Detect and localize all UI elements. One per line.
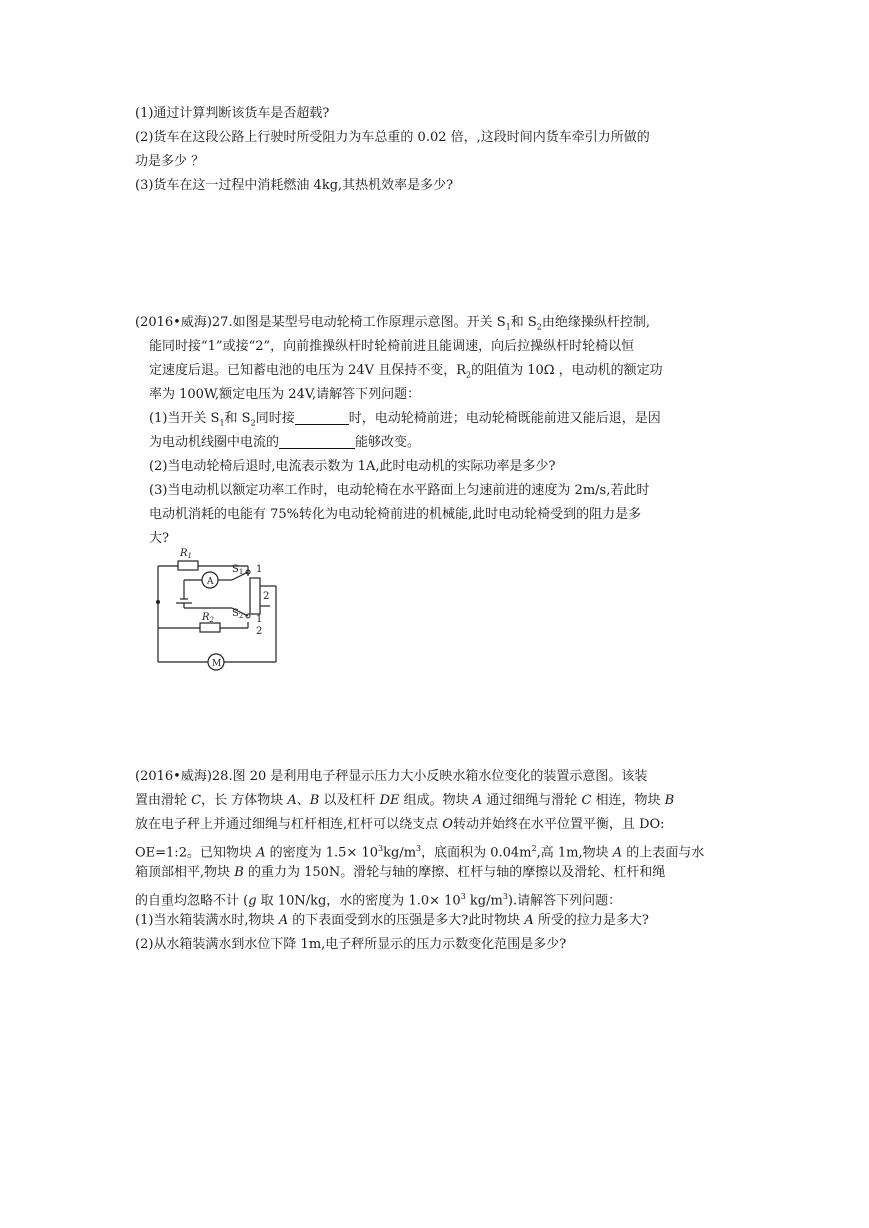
question-line: (3)当电动机以额定功率工作时，电动轮椅在水平路面上匀速前进的速度为 2m/s,若此时 — [149, 483, 650, 498]
question-line: 为电动机线圈中电流的 能够改变。 — [149, 431, 420, 455]
question-line: (1)当开关 $S_1$和 $S_2$同时接 时，电动轮椅前进；电动轮椅既能前进又能后退，是因 — [149, 407, 661, 431]
question-line: OE=1:2。已知物块 A 的密度为 $1.5\times 10^3kg/m^3$，底面积为 $0.04m^2$,高 1m,物块 A 的上表面与水 — [135, 844, 705, 861]
question-line: 置由滑轮 C，长 方体物块 A、B 以及杠杆 DE 组成。物块 A 通过细绳与滑轮 C 相连，物块 B — [135, 793, 675, 808]
label-ammeter: A — [207, 577, 214, 587]
question-line: (1)通过计算判断该货车是否超载? — [135, 106, 330, 121]
label-s1: $S_1$ — [232, 564, 244, 576]
junction-dot — [156, 600, 160, 604]
question-line: (2)从水箱装满水到水位下降 1m,电子秤所显示的压力示数变化范围是多少? — [135, 937, 567, 952]
question-line: 能同时接“1”或接“2”，向前推操纵杆时轮椅前进且能调速，向后拉操纵杆时轮椅以恒 — [149, 339, 635, 354]
label-terminal-2b: 2 — [256, 626, 263, 637]
resistor-r1 — [178, 561, 198, 570]
question-line: 放在电子秤上并通过细绳与杠杆相连,杠杆可以绕支点 O转动并始终在水平位置平衡，且 DO: — [135, 817, 665, 832]
question-line: 电动机消耗的电能有 75%转化为电动轮椅前进的机械能,此时电动轮椅受到的阻力是多 — [149, 507, 642, 522]
label-terminal-1b: 1 — [256, 614, 263, 625]
question-line: (3)货车在这一过程中消耗燃油 4kg,其热机效率是多少? — [135, 178, 454, 193]
question-line: 定速度后退。已知蓄电池的电压为 24V 且保持不变，$R_2$的阻值为 10Ω ，电动机的额定功 — [149, 363, 663, 380]
circuit-diagram — [136, 536, 302, 672]
label-s2: $S_2$ — [232, 608, 244, 620]
label-terminal-2: 2 — [263, 591, 270, 602]
resistor-r2 — [200, 623, 220, 632]
question-line: (2)货车在这段公路上行驶时所受阻力为车总重的 0.02 倍，,这段时间内货车牵引力所做的 — [135, 130, 650, 145]
label-motor: M — [212, 659, 222, 669]
question-line: 功是多少 ？ — [135, 154, 205, 169]
question-28-intro: (2016•威海)28.图 20 是利用电子秤显示压力大小反映水箱水位变化的装置示意图。该装 — [135, 769, 648, 784]
question-line: (1)当水箱装满水时,物块 A 的下表面受到水的压强是多大?此时物块 A 所受的拉力是多大? — [135, 913, 649, 928]
question-line: 箱顶部相平,物块 B 的重力为 150N。滑轮与轴的摩擦、杠杆与轴的摩擦以及滑轮、杠杆和绳 — [135, 865, 666, 880]
label-terminal-1: 1 — [256, 564, 263, 575]
question-line: (2)当电动轮椅后退时,电流表示数为 1A,此时电动机的实际功率是多少? — [149, 459, 556, 474]
question-line: 率为 100W,额定电压为 24V,请解答下列问题： — [149, 387, 421, 402]
label-r2: $R_2$ — [202, 612, 214, 624]
question-line: 的自重均忽略不计 (g 取 10N/kg，水的密度为 $1.0\times 10^3$ $kg/m^3$).请解答下列问题： — [135, 892, 622, 909]
question-27-intro: (2016•威海)27.如图是某型号电动轮椅工作原理示意图。开关 $S_1$和 $S_2$由绝缘操纵杆控制, — [135, 315, 650, 332]
label-r1: $R_1$ — [180, 548, 192, 560]
question-line: 大? — [149, 531, 169, 546]
answer-blank — [295, 408, 349, 425]
answer-blank — [279, 432, 355, 449]
